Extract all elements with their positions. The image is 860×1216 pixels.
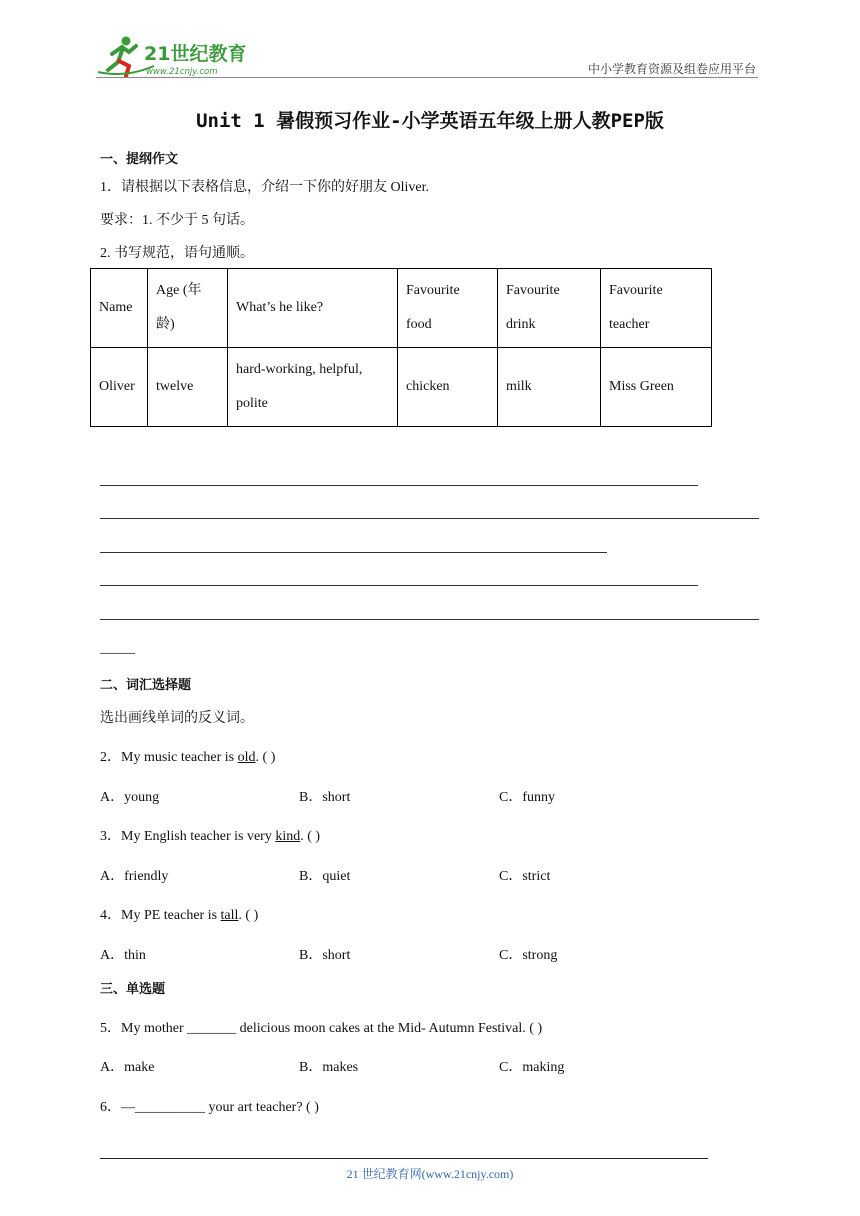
section-heading-essay: 一、提纲作文 bbox=[100, 152, 179, 167]
q4-option-a[interactable]: A．thin bbox=[100, 948, 146, 963]
table-header-cell: What’s he like? bbox=[228, 269, 398, 348]
writing-line[interactable] bbox=[100, 619, 759, 620]
writing-line-tail: _____ bbox=[100, 641, 135, 656]
underlined-word: kind bbox=[275, 829, 301, 844]
table-header-cell: Favourite drink bbox=[498, 269, 601, 348]
writing-line[interactable] bbox=[100, 552, 607, 553]
section-heading-vocab: 二、词汇选择题 bbox=[100, 678, 192, 693]
table-header-cell: Name bbox=[91, 269, 148, 348]
table-cell: hard-working, helpful, polite bbox=[228, 348, 398, 427]
q2-option-b[interactable]: B．short bbox=[299, 790, 351, 805]
logo-url: www.21cnjy.com bbox=[146, 67, 218, 77]
q1-requirement-1: 要求：1. 不少于 5 句话。 bbox=[100, 213, 254, 228]
writing-line[interactable] bbox=[100, 585, 698, 586]
q2-option-c[interactable]: C．funny bbox=[499, 790, 555, 805]
q5-option-a[interactable]: A．make bbox=[100, 1060, 155, 1075]
q1-prompt: 1．请根据以下表格信息，介绍一下你的好朋友 Oliver. bbox=[100, 180, 429, 195]
page-title: Unit 1 暑假预习作业-小学英语五年级上册人教PEP版 bbox=[196, 110, 664, 132]
table-header-row bbox=[91, 269, 712, 348]
section-heading-single-choice: 三、单选题 bbox=[100, 982, 166, 997]
table-header-cell: Favourite teacher bbox=[601, 269, 712, 348]
q4-option-c[interactable]: C．strong bbox=[499, 948, 558, 963]
vocab-instruction: 选出画线单词的反义词。 bbox=[100, 711, 254, 726]
table-cell: chicken bbox=[398, 348, 498, 427]
table-row bbox=[91, 348, 712, 427]
footer-link[interactable]: 21 世纪教育网(www.21cnjy.com) bbox=[346, 1167, 514, 1181]
q3-option-c[interactable]: C．strict bbox=[499, 869, 551, 884]
writing-line[interactable] bbox=[100, 485, 698, 486]
q5-option-c[interactable]: C．making bbox=[499, 1060, 565, 1075]
q2-option-a[interactable]: A．young bbox=[100, 790, 160, 805]
header-divider bbox=[96, 77, 758, 78]
table-cell: milk bbox=[498, 348, 601, 427]
q3-option-b[interactable]: B．quiet bbox=[299, 869, 351, 884]
header-platform-text: 中小学教育资源及组卷应用平台 bbox=[587, 62, 756, 76]
table-header-cell: Favourite food bbox=[398, 269, 498, 348]
logo-text: 21世纪教育 bbox=[144, 43, 247, 65]
question-2: 2．My music teacher is old. ( ) bbox=[100, 750, 276, 765]
question-6: 6．—__________ your art teacher? ( ) bbox=[100, 1100, 319, 1115]
q1-requirement-2: 2. 书写规范，语句通顺。 bbox=[100, 246, 254, 261]
table-cell: twelve bbox=[148, 348, 228, 427]
question-4: 4．My PE teacher is tall. ( ) bbox=[100, 908, 259, 923]
logo bbox=[96, 32, 266, 80]
q3-option-a[interactable]: A．friendly bbox=[100, 869, 169, 884]
info-table bbox=[90, 268, 712, 427]
question-3: 3．My English teacher is very kind. ( ) bbox=[100, 829, 321, 844]
q5-option-b[interactable]: B．makes bbox=[299, 1060, 359, 1075]
table-header-cell: Age (年 龄) bbox=[148, 269, 228, 348]
question-5: 5．My mother _______ delicious moon cakes at the Mid- Autumn Festival. ( ) bbox=[100, 1021, 543, 1036]
q4-option-b[interactable]: B．short bbox=[299, 948, 351, 963]
writing-line[interactable] bbox=[100, 518, 759, 519]
underlined-word: old bbox=[237, 750, 256, 765]
underlined-word: tall bbox=[220, 908, 239, 923]
table-cell: Miss Green bbox=[601, 348, 712, 427]
table-cell: Oliver bbox=[91, 348, 148, 427]
footer-divider bbox=[100, 1158, 708, 1159]
